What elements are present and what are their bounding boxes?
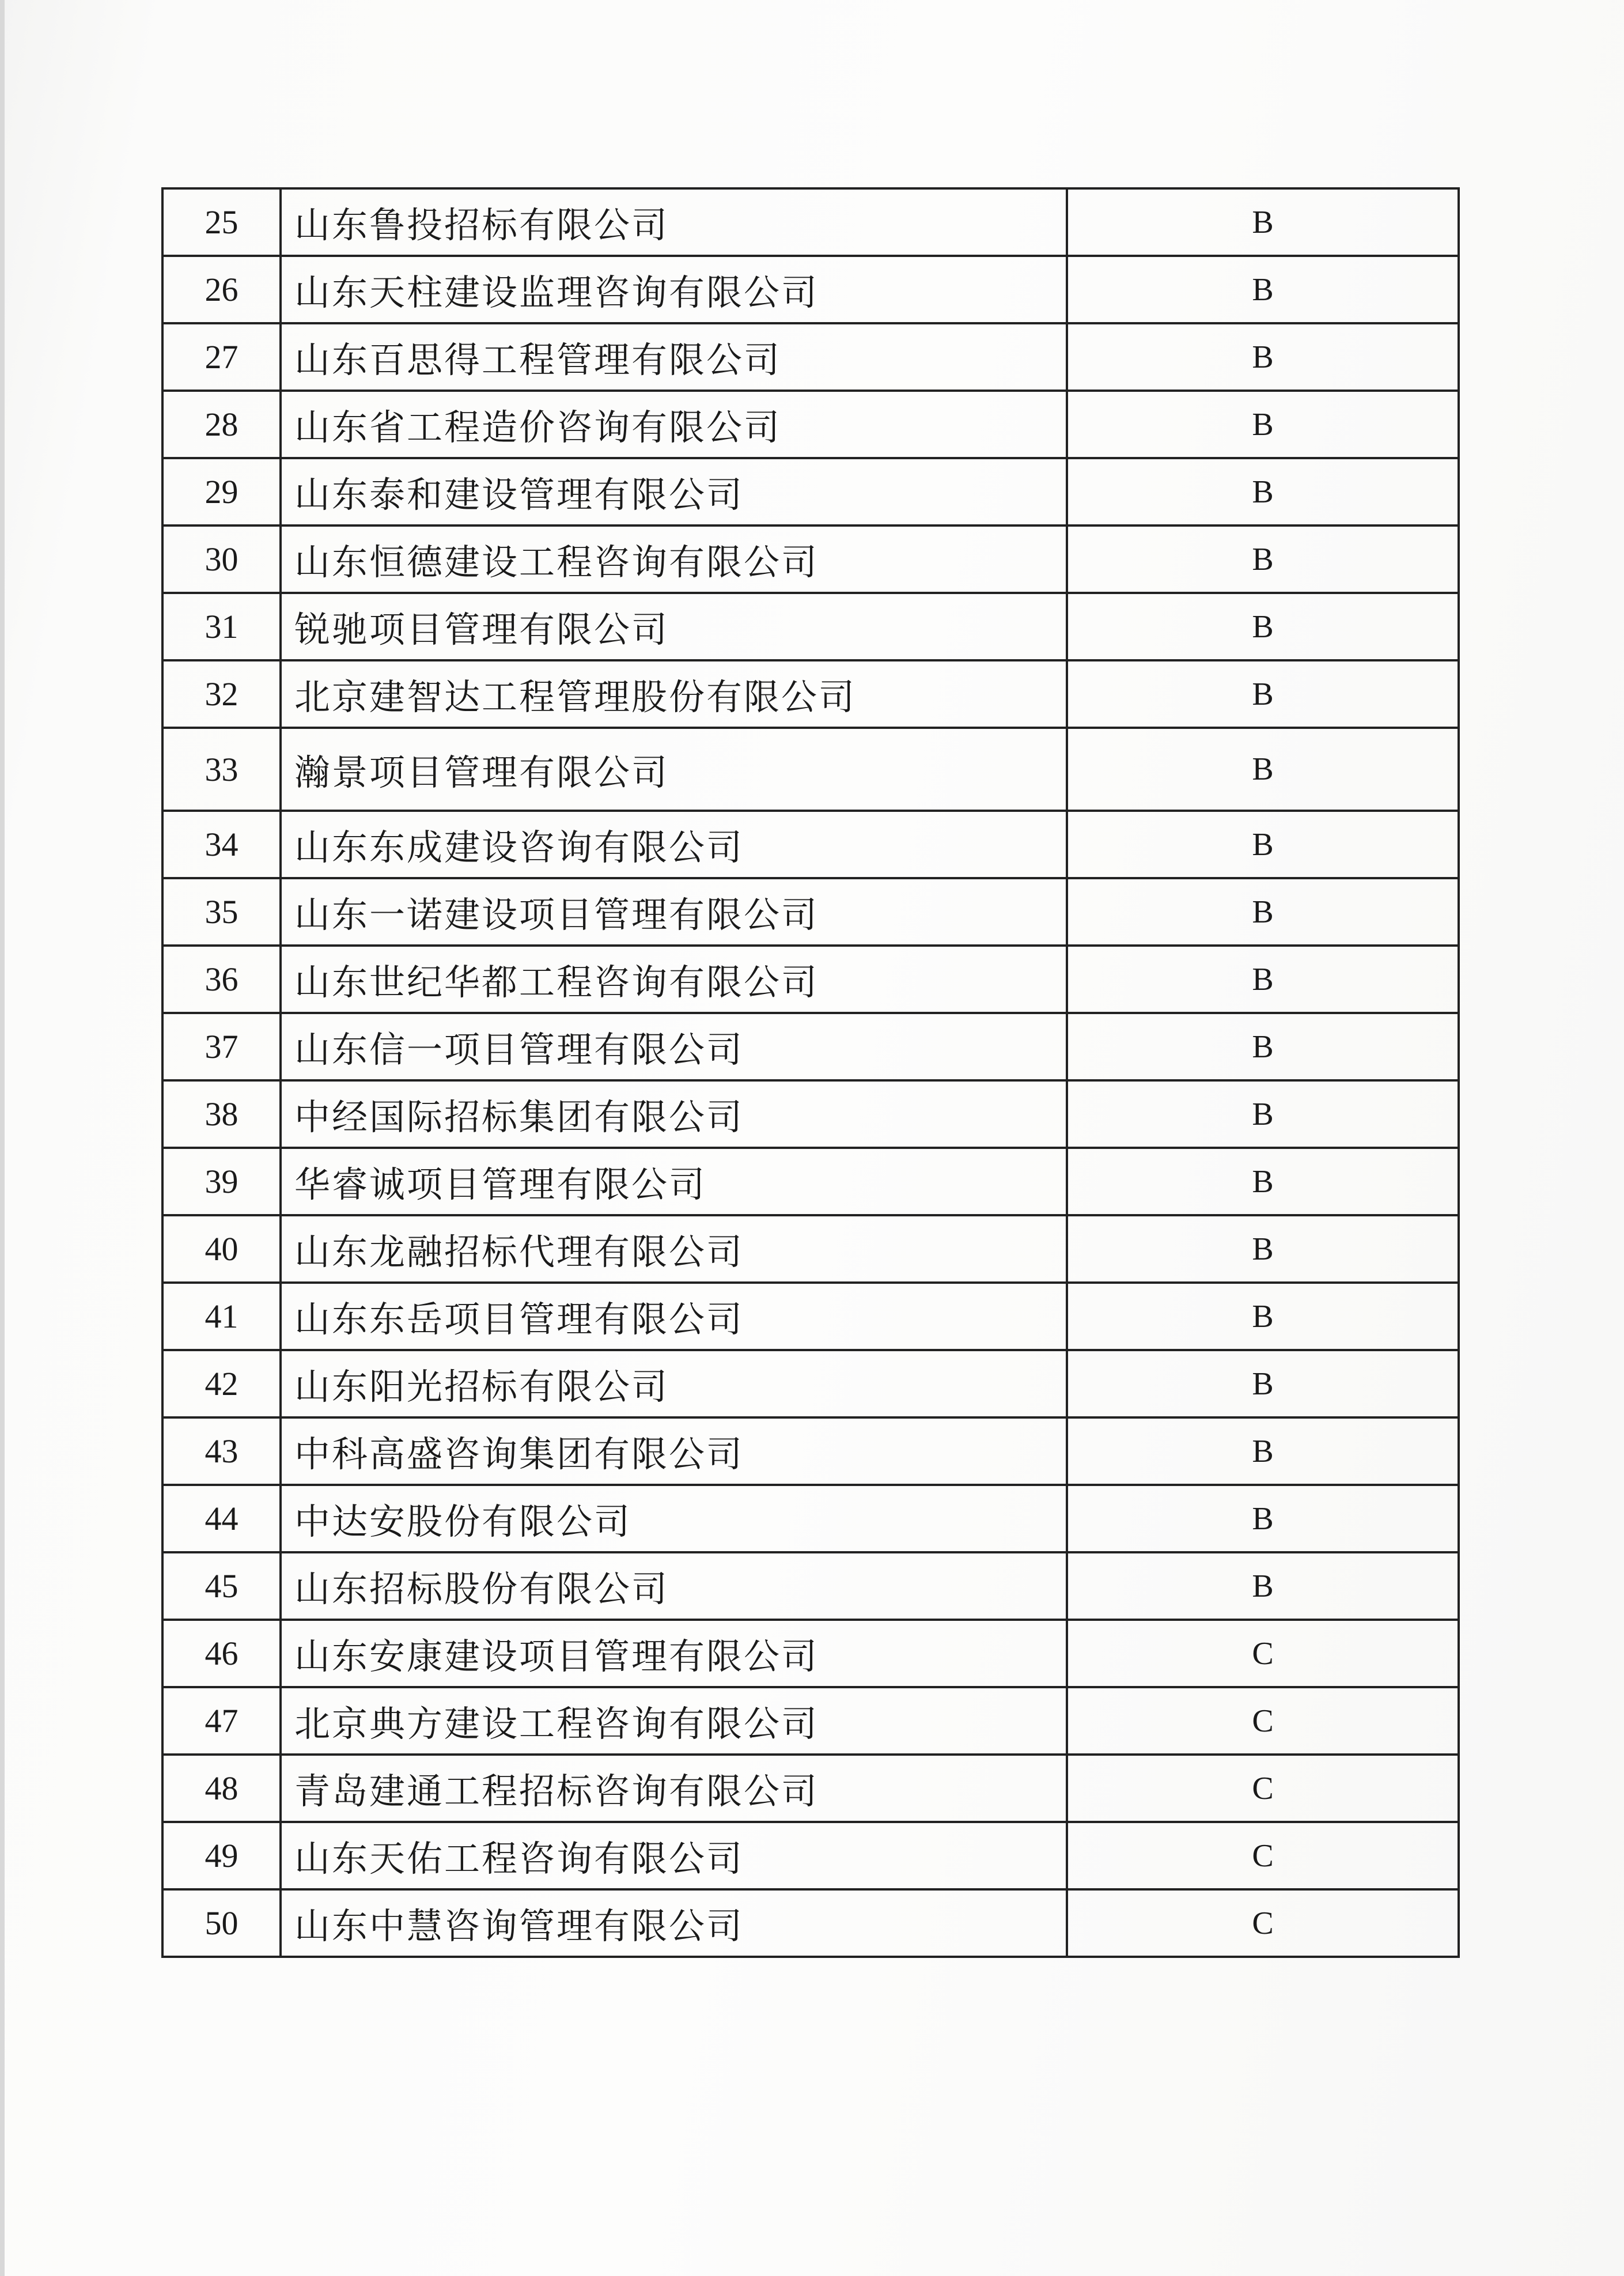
company-name: 中达安股份有限公司: [281, 1485, 1067, 1552]
row-number: 44: [162, 1485, 281, 1552]
grade-value: B: [1067, 728, 1459, 811]
grade-value: B: [1067, 1080, 1459, 1148]
company-name: 山东世纪华都工程咨询有限公司: [281, 946, 1067, 1013]
table-row: [162, 1620, 1459, 1687]
table-row: [162, 1350, 1459, 1417]
table-row: [162, 1417, 1459, 1485]
grade-value: C: [1067, 1889, 1459, 1957]
grade-value: B: [1067, 256, 1459, 323]
grade-value: B: [1067, 946, 1459, 1013]
row-number: 36: [162, 946, 281, 1013]
row-number: 39: [162, 1148, 281, 1215]
agency-grade-table: [161, 187, 1460, 1958]
company-name: 山东东岳项目管理有限公司: [281, 1283, 1067, 1350]
grade-value: B: [1067, 593, 1459, 660]
grade-value: B: [1067, 660, 1459, 728]
company-name: 山东泰和建设管理有限公司: [281, 458, 1067, 525]
grade-value: B: [1067, 1148, 1459, 1215]
grade-value: B: [1067, 878, 1459, 946]
table-row: [162, 323, 1459, 391]
row-number: 42: [162, 1350, 281, 1417]
row-number: 26: [162, 256, 281, 323]
company-name: 山东安康建设项目管理有限公司: [281, 1620, 1067, 1687]
company-name: 山东天佑工程咨询有限公司: [281, 1822, 1067, 1889]
company-name: 山东省工程造价咨询有限公司: [281, 391, 1067, 458]
grade-value: B: [1067, 525, 1459, 593]
table-row: [162, 1148, 1459, 1215]
agency-table-container: [161, 187, 1458, 1958]
table-row: [162, 458, 1459, 525]
row-number: 25: [162, 188, 281, 256]
company-name: 山东东成建设咨询有限公司: [281, 811, 1067, 878]
company-name: 山东中慧咨询管理有限公司: [281, 1889, 1067, 1957]
grade-value: B: [1067, 1215, 1459, 1283]
row-number: 27: [162, 323, 281, 391]
company-name: 锐驰项目管理有限公司: [281, 593, 1067, 660]
row-number: 28: [162, 391, 281, 458]
company-name: 北京典方建设工程咨询有限公司: [281, 1687, 1067, 1755]
row-number: 45: [162, 1552, 281, 1620]
grade-value: B: [1067, 458, 1459, 525]
table-row: [162, 593, 1459, 660]
grade-value: C: [1067, 1822, 1459, 1889]
table-row: [162, 1687, 1459, 1755]
grade-value: B: [1067, 1552, 1459, 1620]
grade-value: C: [1067, 1620, 1459, 1687]
row-number: 46: [162, 1620, 281, 1687]
table-row: [162, 878, 1459, 946]
row-number: 47: [162, 1687, 281, 1755]
table-row: [162, 1485, 1459, 1552]
company-name: 山东鲁投招标有限公司: [281, 188, 1067, 256]
table-row: [162, 1080, 1459, 1148]
company-name: 瀚景项目管理有限公司: [281, 728, 1067, 811]
row-number: 48: [162, 1755, 281, 1822]
row-number: 34: [162, 811, 281, 878]
company-name: 青岛建通工程招标咨询有限公司: [281, 1755, 1067, 1822]
table-row: [162, 1822, 1459, 1889]
grade-value: B: [1067, 188, 1459, 256]
table-row: [162, 1755, 1459, 1822]
table-row: [162, 256, 1459, 323]
table-row: [162, 660, 1459, 728]
table-row: [162, 1889, 1459, 1957]
grade-value: C: [1067, 1687, 1459, 1755]
agency-table-body: [162, 188, 1459, 1957]
company-name: 山东龙融招标代理有限公司: [281, 1215, 1067, 1283]
table-row: [162, 946, 1459, 1013]
company-name: 山东阳光招标有限公司: [281, 1350, 1067, 1417]
company-name: 山东百思得工程管理有限公司: [281, 323, 1067, 391]
company-name: 中科高盛咨询集团有限公司: [281, 1417, 1067, 1485]
table-row: [162, 188, 1459, 256]
row-number: 38: [162, 1080, 281, 1148]
row-number: 29: [162, 458, 281, 525]
company-name: 北京建智达工程管理股份有限公司: [281, 660, 1067, 728]
table-row: [162, 1552, 1459, 1620]
table-row: [162, 1283, 1459, 1350]
row-number: 43: [162, 1417, 281, 1485]
row-number: 50: [162, 1889, 281, 1957]
grade-value: B: [1067, 323, 1459, 391]
table-row: [162, 525, 1459, 593]
grade-value: B: [1067, 1485, 1459, 1552]
grade-value: B: [1067, 1013, 1459, 1080]
company-name: 华睿诚项目管理有限公司: [281, 1148, 1067, 1215]
row-number: 40: [162, 1215, 281, 1283]
table-row: [162, 1215, 1459, 1283]
page-edge: [0, 0, 5, 2276]
company-name: 山东恒德建设工程咨询有限公司: [281, 525, 1067, 593]
grade-value: B: [1067, 811, 1459, 878]
row-number: 49: [162, 1822, 281, 1889]
table-row: [162, 728, 1459, 811]
grade-value: B: [1067, 391, 1459, 458]
table-row: [162, 811, 1459, 878]
company-name: 山东一诺建设项目管理有限公司: [281, 878, 1067, 946]
company-name: 山东信一项目管理有限公司: [281, 1013, 1067, 1080]
row-number: 33: [162, 728, 281, 811]
grade-value: B: [1067, 1417, 1459, 1485]
grade-value: C: [1067, 1755, 1459, 1822]
table-row: [162, 1013, 1459, 1080]
row-number: 32: [162, 660, 281, 728]
row-number: 30: [162, 525, 281, 593]
row-number: 37: [162, 1013, 281, 1080]
row-number: 31: [162, 593, 281, 660]
table-row: [162, 391, 1459, 458]
grade-value: B: [1067, 1350, 1459, 1417]
grade-value: B: [1067, 1283, 1459, 1350]
company-name: 山东招标股份有限公司: [281, 1552, 1067, 1620]
company-name: 山东天柱建设监理咨询有限公司: [281, 256, 1067, 323]
row-number: 35: [162, 878, 281, 946]
company-name: 中经国际招标集团有限公司: [281, 1080, 1067, 1148]
row-number: 41: [162, 1283, 281, 1350]
